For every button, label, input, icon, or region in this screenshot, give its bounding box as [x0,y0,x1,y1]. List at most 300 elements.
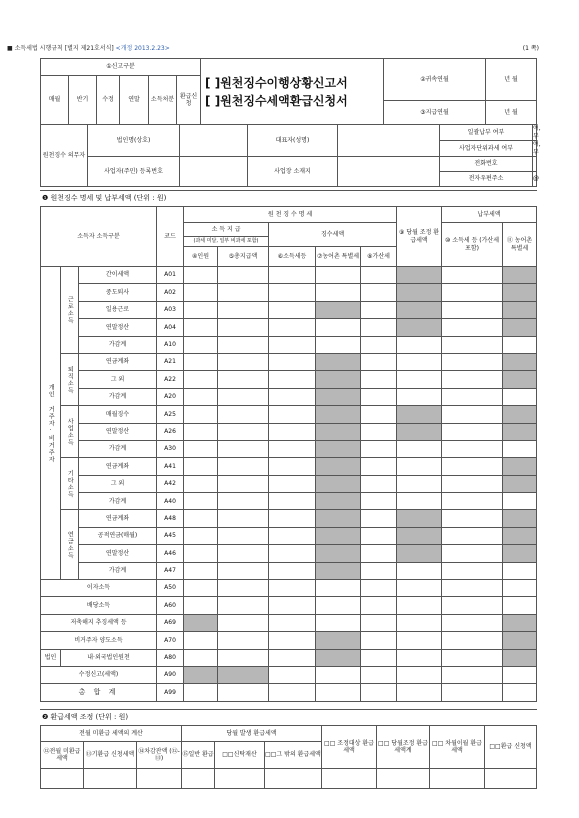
input-cell[interactable] [84,769,137,789]
value-cell[interactable] [269,267,316,284]
value-cell[interactable] [361,353,397,370]
value-cell[interactable] [269,580,316,597]
value-cell[interactable] [361,301,397,318]
value-cell[interactable] [361,284,397,301]
col-trust: □□신탁재산 [215,742,265,769]
input-cell[interactable] [265,769,322,789]
row-label: 가감계 [79,440,157,457]
value-cell[interactable] [184,319,218,336]
value-cell[interactable] [442,684,503,701]
value-cell[interactable] [361,580,397,597]
col-penalty: ⑧가산세 [361,247,397,267]
email-label: 전자우편주소 [440,172,533,187]
value-cell[interactable] [442,562,503,579]
value-cell [503,475,537,492]
value-cell[interactable] [397,336,442,353]
value-cell[interactable] [442,440,503,457]
value-cell[interactable] [269,562,316,579]
rep-label: 대표자(성명) [248,125,338,157]
tel-field[interactable] [533,157,537,172]
value-cell[interactable] [218,458,269,475]
type-income-disposal[interactable]: 소득처분 [149,76,177,125]
value-cell[interactable] [218,527,269,544]
refund-table [40,725,537,789]
col-pay: 소 득 지 급 [184,223,269,237]
value-cell [397,510,442,527]
value-cell[interactable] [184,284,218,301]
input-cell[interactable] [430,769,485,789]
row-label: 가감계 [79,336,157,353]
value-cell[interactable] [184,527,218,544]
value-cell [397,319,442,336]
col-persons: ④인원 [184,247,218,267]
value-cell[interactable] [269,319,316,336]
value-cell[interactable] [503,684,537,701]
value-cell[interactable] [184,684,218,701]
value-cell[interactable] [361,527,397,544]
row-label: 연말정산 [79,319,157,336]
value-cell[interactable] [218,545,269,562]
type-monthly[interactable]: 매월 [41,76,69,125]
unit-tax-value[interactable]: 여, 부 [533,141,541,156]
value-cell[interactable] [361,458,397,475]
col-adjusted-refund: ⑨ 당월 조정 환급세액 [397,207,442,267]
row-label: 연금계좌 [79,458,157,475]
value-cell[interactable] [218,388,269,405]
value-cell[interactable] [184,597,218,614]
value-cell[interactable] [442,580,503,597]
table-row [41,284,537,301]
value-cell[interactable] [361,423,397,440]
value-cell[interactable] [269,545,316,562]
value-cell[interactable] [503,597,537,614]
value-cell[interactable] [397,562,442,579]
col-pay-sub: (과세 미달, 일부 비과세 포함) [184,237,269,247]
value-cell[interactable] [442,336,503,353]
form-title [201,59,384,125]
value-cell[interactable] [269,493,316,510]
value-cell[interactable] [361,388,397,405]
value-cell[interactable] [503,580,537,597]
value-cell[interactable] [269,666,316,683]
row-code: A01 [157,267,184,284]
value-cell[interactable] [361,493,397,510]
value-cell[interactable] [503,440,537,457]
title-refund-application: [ ]원천징수세액환급신청서 [205,93,348,108]
value-cell[interactable] [218,319,269,336]
table-row [41,458,537,475]
value-cell[interactable] [442,301,503,318]
table-row [41,580,537,597]
email-field[interactable]: @ [533,172,537,187]
value-cell[interactable] [184,562,218,579]
table-row [41,319,537,336]
value-cell[interactable] [361,632,397,649]
value-cell[interactable] [218,684,269,701]
value-cell[interactable] [361,597,397,614]
col-code: 코드 [157,207,184,267]
row-code: A04 [157,319,184,336]
value-cell[interactable] [361,614,397,631]
section2-title: ❷ 환급세액 조정 (단위 : 원) [40,710,537,726]
value-cell[interactable] [361,562,397,579]
value-cell[interactable] [442,388,503,405]
group-pension: 연금소득 [61,510,79,580]
value-cell[interactable] [316,597,361,614]
corp-name-field[interactable] [180,125,248,157]
row-code: A20 [157,388,184,405]
value-cell [503,510,537,527]
value-cell [503,527,537,544]
value-cell[interactable] [218,267,269,284]
input-cell[interactable] [137,769,182,789]
bizno-field[interactable] [180,157,248,187]
value-cell[interactable] [218,336,269,353]
value-cell [184,614,218,631]
value-cell[interactable] [503,666,537,683]
value-cell[interactable] [442,597,503,614]
table-row [41,562,537,579]
value-cell[interactable] [184,423,218,440]
row-label: 매월징수 [79,406,157,423]
input-cell[interactable] [41,769,84,789]
value-cell[interactable] [218,406,269,423]
value-cell[interactable] [218,301,269,318]
group-retire: 퇴직소득 [61,353,79,405]
col-tax-amount: ⑥소득세등 [269,247,316,267]
value-cell[interactable] [316,666,361,683]
table-row [41,371,537,388]
value-cell[interactable] [218,371,269,388]
value-cell[interactable] [218,284,269,301]
value-cell[interactable] [269,284,316,301]
value-cell[interactable] [442,458,503,475]
value-cell[interactable] [397,649,442,666]
value-cell [397,527,442,544]
value-cell[interactable] [184,545,218,562]
value-cell[interactable] [442,353,503,370]
row-label: 공적연금(매월) [79,527,157,544]
col-rural-tax: ⑪ 농어촌 특별세 [503,223,537,267]
table-row [41,440,537,457]
type-semiannual[interactable]: 반기 [69,76,97,125]
value-cell[interactable] [361,371,397,388]
value-cell[interactable] [442,632,503,649]
value-cell[interactable] [218,614,269,631]
value-cell[interactable] [269,649,316,666]
type-amended[interactable]: 수정 [97,76,120,125]
value-cell[interactable] [218,510,269,527]
value-cell [316,301,361,318]
row-label: 내·외국법인원천 [61,649,157,666]
value-cell[interactable] [184,493,218,510]
lump-label: 일괄납부 여부 [440,125,533,141]
value-cell[interactable] [269,510,316,527]
value-cell[interactable] [269,336,316,353]
row-label: 중도퇴사 [79,284,157,301]
value-cell[interactable] [316,336,361,353]
value-cell[interactable] [397,666,442,683]
value-cell[interactable] [397,353,442,370]
value-cell[interactable] [218,440,269,457]
value-cell[interactable] [184,267,218,284]
row-label: 가감계 [79,388,157,405]
row-code: A26 [157,423,184,440]
value-cell[interactable] [361,267,397,284]
value-cell[interactable] [218,423,269,440]
table-row [41,510,537,527]
value-cell[interactable] [503,336,537,353]
value-cell [503,458,537,475]
group-other: 기타소득 [61,458,79,510]
value-cell[interactable] [184,510,218,527]
row-code: A47 [157,562,184,579]
row-code: A30 [157,440,184,457]
value-cell[interactable] [269,406,316,423]
table-row [41,406,537,423]
pay-period-label: ③지급연월 [384,101,486,125]
withholding-table [40,206,537,702]
value-cell[interactable] [184,371,218,388]
value-cell[interactable] [218,562,269,579]
value-cell[interactable] [218,580,269,597]
row-label: 일용근로 [79,301,157,318]
rep-field[interactable] [338,125,440,157]
row-code: A41 [157,458,184,475]
col-prev-unrefunded: ⑫전월 미환급세액 [41,742,84,769]
row-code: A40 [157,493,184,510]
value-cell[interactable] [269,527,316,544]
value-cell[interactable] [218,632,269,649]
value-cell[interactable] [397,580,442,597]
value-cell [316,545,361,562]
value-cell[interactable] [316,284,361,301]
value-cell[interactable] [361,649,397,666]
col-income-tax: ⑩ 소득세 등 (가산세 포함) [442,223,503,267]
value-cell[interactable] [503,388,537,405]
value-cell [503,614,537,631]
value-cell[interactable] [184,632,218,649]
table-row [41,545,537,562]
value-cell[interactable] [442,371,503,388]
value-cell[interactable] [442,423,503,440]
col-income-kind: 소득자 소득구분 [41,207,157,267]
value-cell[interactable] [316,684,361,701]
value-cell[interactable] [442,614,503,631]
col-general-refund: ⑮일반 환급 [182,742,215,769]
value-cell[interactable] [397,440,442,457]
row-label: 이자소득 [41,580,157,597]
value-cell[interactable] [218,353,269,370]
type-refund[interactable]: 환급신청 [177,76,201,125]
value-cell[interactable] [269,353,316,370]
address-field[interactable] [338,157,440,187]
value-cell[interactable] [361,406,397,423]
value-cell[interactable] [442,510,503,527]
table-row [41,684,537,701]
value-cell [503,353,537,370]
col-carryover: □□ 차월이월 환급세액 [430,726,485,769]
value-cell[interactable] [269,423,316,440]
row-label: 그 외 [79,371,157,388]
value-cell [503,301,537,318]
value-cell[interactable] [397,597,442,614]
value-cell[interactable] [269,614,316,631]
col-tax: 징수세액 [269,223,397,247]
table-row [41,267,537,284]
value-cell[interactable] [316,267,361,284]
col-payment: 납부세액 [442,207,537,223]
bizno-label: 사업자(주민) 등록번호 [88,157,180,187]
report-type-label: ①신고구분 [41,59,201,76]
value-cell[interactable] [269,388,316,405]
value-cell[interactable] [442,545,503,562]
value-cell[interactable] [184,301,218,318]
table-row [41,336,537,353]
value-cell[interactable] [269,632,316,649]
refund-current-title: 당월 발생 환급세액 [182,726,322,742]
value-cell[interactable] [269,371,316,388]
value-cell[interactable] [442,406,503,423]
table-row [41,597,537,614]
value-cell[interactable] [361,684,397,701]
row-label: 연말정산 [79,545,157,562]
table-row [41,614,537,631]
value-cell[interactable] [442,527,503,544]
value-cell[interactable] [397,493,442,510]
col-rural-special: ⑦농어촌 특별세 [316,247,361,267]
table-row [41,527,537,544]
corp-name-label: 법인명(상호) [88,125,180,157]
value-cell[interactable] [503,562,537,579]
row-code: A46 [157,545,184,562]
row-label: 가감계 [79,562,157,579]
value-cell[interactable] [184,458,218,475]
value-cell[interactable] [184,353,218,370]
value-cell[interactable] [442,666,503,683]
value-cell[interactable] [397,458,442,475]
value-cell [503,632,537,649]
group-corporate: 법인 [41,649,61,666]
value-cell[interactable] [361,666,397,683]
value-cell[interactable] [218,649,269,666]
value-cell[interactable] [184,475,218,492]
value-cell[interactable] [316,319,361,336]
value-cell [316,475,361,492]
value-cell[interactable] [184,649,218,666]
value-cell[interactable] [442,649,503,666]
value-cell [316,527,361,544]
value-cell[interactable] [316,580,361,597]
value-cell[interactable] [397,684,442,701]
value-cell[interactable] [184,388,218,405]
address-label: 사업장 소재지 [248,157,338,187]
refund-prev-title: 전월 미환급 세액의 계산 [41,726,182,742]
value-cell[interactable] [316,614,361,631]
value-cell [503,406,537,423]
value-cell[interactable] [269,301,316,318]
value-cell[interactable] [397,632,442,649]
value-cell [503,649,537,666]
row-label: 배당소득 [41,597,157,614]
pay-period-value[interactable]: 년 월 [486,101,537,125]
row-label: 연금계좌 [79,353,157,370]
value-cell[interactable] [361,510,397,527]
value-cell [316,406,361,423]
input-cell[interactable] [215,769,265,789]
value-cell[interactable] [269,440,316,457]
value-cell[interactable] [269,597,316,614]
lump-value[interactable]: 여, 부 [533,125,541,140]
value-cell[interactable] [442,284,503,301]
col-refund-request: □□환급 신청액 [485,726,537,769]
form-law-ref: ■ 소득세법 시행규칙 [별지 제21호서식] [7,45,116,52]
table-row [41,493,537,510]
value-cell[interactable] [361,319,397,336]
value-cell[interactable] [397,371,442,388]
value-cell[interactable] [503,493,537,510]
col-prev-requested: ⑬기환급 신청세액 [84,742,137,769]
input-cell[interactable] [377,769,430,789]
value-cell[interactable] [397,388,442,405]
col-balance: ⑭차감잔액 (⑫-⑬) [137,742,182,769]
value-cell[interactable] [397,475,442,492]
value-cell[interactable] [184,440,218,457]
value-cell[interactable] [361,475,397,492]
value-cell[interactable] [442,475,503,492]
title-withholding-report: [ ]원천징수이행상황신고서 [205,75,348,90]
value-cell[interactable] [442,319,503,336]
value-cell[interactable] [269,684,316,701]
row-label: 가감계 [79,493,157,510]
value-cell [316,388,361,405]
row-code: A22 [157,371,184,388]
value-cell [316,353,361,370]
input-cell[interactable] [322,769,377,789]
value-cell[interactable] [442,493,503,510]
value-cell [316,649,361,666]
row-code: A02 [157,284,184,301]
value-cell[interactable] [361,545,397,562]
row-code: A21 [157,353,184,370]
value-cell[interactable] [218,493,269,510]
row-label: 총 합 계 [41,684,157,701]
value-cell[interactable] [184,336,218,353]
value-cell [316,562,361,579]
period-value[interactable]: 년 월 [486,59,537,101]
value-cell[interactable] [218,597,269,614]
value-cell [397,301,442,318]
row-label: 수정신고(세액) [41,666,157,683]
input-cell[interactable] [182,769,215,789]
table-row [41,649,537,666]
type-yearend[interactable]: 연말 [120,76,149,125]
value-cell[interactable] [397,614,442,631]
value-cell[interactable] [361,336,397,353]
row-code: A45 [157,527,184,544]
value-cell[interactable] [184,406,218,423]
input-cell[interactable] [485,769,537,789]
form-revision: <개정 2013.2.23> [115,45,170,52]
value-cell[interactable] [442,267,503,284]
value-cell[interactable] [184,580,218,597]
row-code: A03 [157,301,184,318]
value-cell[interactable] [269,458,316,475]
value-cell[interactable] [218,475,269,492]
value-cell[interactable] [269,475,316,492]
row-label: 연말정산 [79,423,157,440]
value-cell[interactable] [361,440,397,457]
